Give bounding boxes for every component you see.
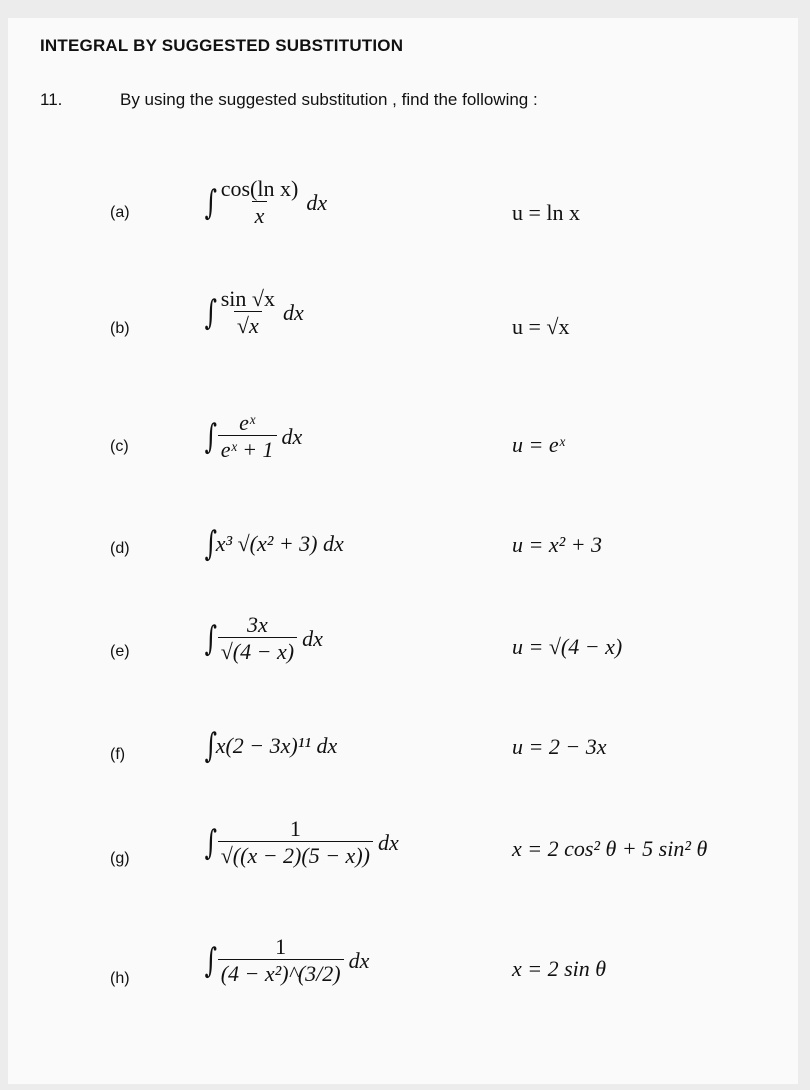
differential-a: dx: [306, 189, 328, 215]
substitution-a: u = ln x: [512, 200, 581, 225]
integral-sign: ∫: [204, 726, 218, 766]
integral-d: [202, 524, 344, 564]
problem-label-c: (c): [110, 438, 129, 455]
integral-a: [202, 176, 327, 230]
differential-e: dx: [302, 625, 323, 651]
integral-sign: ∫: [204, 524, 218, 564]
substitution-b: u = √x: [512, 314, 570, 339]
question-text: By using the suggested substitution , find the following :: [120, 90, 538, 109]
differential-c: dx: [281, 423, 303, 449]
page-title: INTEGRAL BY SUGGESTED SUBSTITUTION: [40, 36, 404, 55]
differential-g: dx: [377, 829, 399, 855]
integral-b: [202, 286, 304, 340]
integral-sign: ∫: [204, 822, 218, 863]
numerator-c: eˣ: [239, 410, 256, 435]
fraction-c: [218, 410, 277, 464]
fraction-a: [218, 176, 302, 230]
numerator-g: 1: [289, 816, 301, 841]
integral-sign: ∫: [204, 416, 218, 457]
numerator-a: cos(ln x): [220, 176, 299, 201]
integral-c: [202, 410, 302, 464]
denominator-e: √(4 − x): [218, 637, 297, 666]
problem-label-h: (h): [110, 970, 130, 987]
integral-sign: ∫: [204, 182, 218, 223]
expression-d: x³ √(x² + 3) dx: [215, 531, 344, 556]
fraction-b: [218, 286, 278, 340]
denominator-b: √x: [234, 311, 262, 340]
substitution-g: x = 2 cos² θ + 5 sin² θ: [512, 836, 708, 861]
problem-label-g: (g): [110, 850, 130, 867]
integral-h: [202, 934, 369, 988]
question-number: 11.: [40, 90, 63, 109]
substitution-c: u = eˣ: [512, 432, 565, 457]
problem-label-a: (a): [110, 204, 130, 221]
numerator-b: sin √x: [220, 286, 275, 311]
problem-label-e: (e): [110, 643, 130, 660]
problem-label-d: (d): [110, 540, 130, 557]
problem-label-b: (b): [110, 320, 130, 337]
substitution-d: u = x² + 3: [512, 532, 603, 557]
expression-f: x(2 − 3x)¹¹ dx: [215, 733, 338, 758]
denominator-g: √((x − 2)(5 − x)): [218, 841, 373, 870]
problem-label-f: (f): [110, 746, 126, 763]
fraction-e: [218, 612, 297, 666]
substitution-e: u = √(4 − x): [512, 634, 623, 659]
denominator-h: (4 − x²)^(3/2): [218, 959, 344, 988]
fraction-h: [218, 934, 344, 988]
integral-sign: ∫: [204, 618, 218, 659]
integral-g: [202, 816, 399, 870]
numerator-e: 3x: [247, 612, 268, 637]
integral-sign: ∫: [204, 940, 218, 981]
substitution-f: u = 2 − 3x: [512, 734, 607, 759]
denominator-c: eˣ + 1: [218, 435, 277, 464]
fraction-g: [218, 816, 373, 870]
differential-h: dx: [348, 947, 370, 973]
integral-e: [202, 612, 323, 666]
substitution-h: x = 2 sin θ: [512, 956, 607, 981]
numerator-h: 1: [275, 934, 287, 959]
integral-f: [202, 726, 337, 766]
differential-b: dx: [282, 299, 304, 325]
denominator-a: x: [252, 201, 268, 230]
integral-sign: ∫: [204, 292, 218, 333]
